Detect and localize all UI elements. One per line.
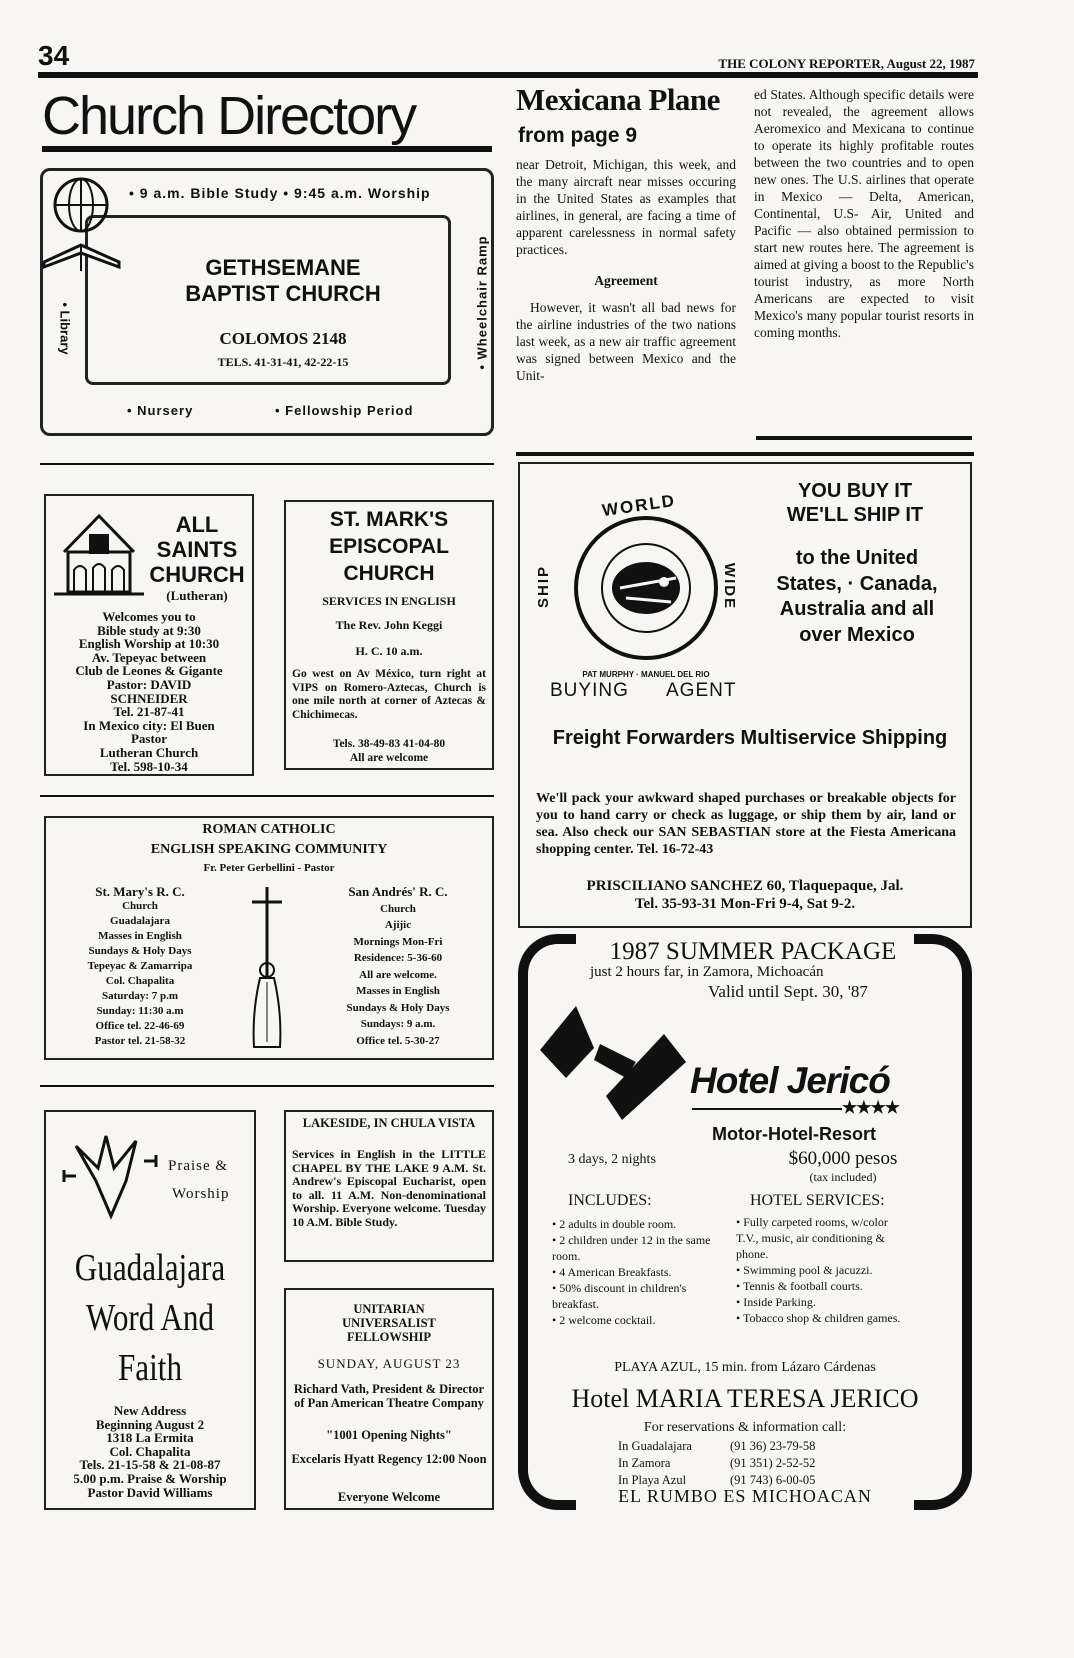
section-rule-3: [40, 1085, 494, 1087]
hotel-service-item: • Fully carpeted rooms, w/color T.V., music, air conditioning & phone.: [736, 1215, 888, 1261]
unitarian-line-1: Richard Vath, President & Director of Pan American Theatre Company: [293, 1382, 485, 1410]
rc-left-line: Masses in English: [98, 930, 182, 942]
praise-line: Pastor David Williams: [87, 1484, 213, 1500]
hotel-include-item: • 50% discount in children's breakfast.: [552, 1281, 687, 1311]
rc-right-line: All are welcome.: [359, 968, 437, 981]
contact-city: In Playa Azul: [618, 1473, 687, 1487]
gethsemane-library: • Library: [57, 302, 73, 355]
rc-left-line: Col. Chapalita: [105, 975, 175, 987]
hotel-include-item: • 2 children under 12 in the same room.: [552, 1233, 711, 1263]
hotel-jerico-logo-icon: [536, 1000, 696, 1130]
praise-line: Tels. 21-15-58 & 21-08-87: [79, 1457, 221, 1473]
praise-line: 1318 La Ermita: [106, 1430, 194, 1446]
hotel-contact-row: [618, 1455, 878, 1472]
section-rule-1: [40, 463, 494, 465]
rc-subtitle: ENGLISH SPEAKING COMMUNITY: [150, 842, 388, 857]
shipping-ring-text: PAT MURPHY · MANUEL DEL RIO: [582, 670, 710, 679]
roman-catholic-ad: [44, 816, 494, 1060]
header-rule: [38, 72, 978, 78]
rc-left-line: Sunday: 11:30 a.m: [96, 1005, 184, 1017]
gethsemane-name-2: BAPTIST CHURCH: [185, 281, 381, 306]
shipping-address: PRISCILIANO SANCHEZ 60, Tlaquepaque, Jal.: [586, 878, 904, 894]
hotel-include-item: • 2 adults in double room.: [552, 1217, 677, 1231]
all-saints-line: Welcomes you to: [102, 609, 196, 624]
st-marks-name-1: ST. MARK'S: [329, 508, 449, 531]
gethsemane-phones: TELS. 41-31-41, 42-22-15: [217, 355, 349, 369]
unitarian-date: SUNDAY, AUGUST 23: [317, 1356, 461, 1371]
rc-left-line: St. Mary's R. C.: [95, 884, 185, 899]
contact-city: In Guadalajara: [618, 1439, 692, 1453]
praise-title-1: Guadalajara: [74, 1247, 226, 1289]
contact-phone: (91 351) 2-52-52: [730, 1456, 816, 1470]
rc-left: [54, 884, 226, 1049]
rc-left-line: Church: [122, 900, 158, 912]
praise-small-2: Worship: [172, 1186, 230, 1202]
all-saints-line: Lutheran Church: [99, 744, 199, 760]
article-col1-p2: However, it wasn't all bad news for the airline industries of the two nations last week, as a new air traffic agreement was signed between Mexico and the Unit-: [516, 300, 736, 383]
hotel-tax: (tax included): [809, 1170, 877, 1184]
all-saints-line: Club de Leones & Gigante: [75, 663, 223, 679]
hotel-services: [736, 1214, 908, 1326]
saint-with-cross-icon: [242, 882, 292, 1052]
shipping-destinations: to the United States, · Canada, Australia and all over Mexico: [776, 547, 938, 646]
article-title: Mexicana Plane: [516, 82, 720, 117]
hotel-maria-teresa: Hotel MARIA TERESA JERICO: [571, 1384, 919, 1413]
all-saints-name-2: SAINTS: [156, 537, 238, 562]
all-saints-line: Pastor: [130, 731, 168, 747]
hotel-services-title: HOTEL SERVICES:: [750, 1192, 885, 1209]
shipping-headline-2: WE'LL SHIP IT: [786, 504, 924, 526]
rc-left-line: Pastor tel. 21-58-32: [94, 1035, 186, 1047]
praise-title-2: Word And: [85, 1297, 215, 1339]
rc-left-line: Office tel. 22-46-69: [95, 1020, 185, 1032]
hotel-includes: [552, 1216, 712, 1328]
all-saints-line: Pastor: DAVID: [106, 676, 192, 692]
praise-lines: [46, 1404, 254, 1499]
rc-title: ROMAN CATHOLIC: [202, 822, 336, 837]
st-marks-welcome: All are welcome: [349, 752, 429, 764]
hotel-slogan: EL RUMBO ES MICHOACAN: [618, 1486, 872, 1506]
hotel-reservations: For reservations & information call:: [643, 1420, 847, 1435]
gethsemane-nursery: • Nursery: [127, 403, 194, 418]
shipping-badge-right: WIDE: [721, 562, 739, 611]
dove-icon: [56, 1126, 166, 1226]
rc-left-line: Guadalajara: [110, 915, 170, 927]
contact-city: In Zamora: [618, 1456, 671, 1470]
praise-title-3: Faith: [117, 1347, 183, 1389]
rc-right-line: Mornings Mon-Fri: [353, 935, 443, 948]
church-building-icon: [54, 512, 144, 596]
shipping-buying: BUYING: [550, 680, 629, 701]
hotel-service-item: • Tobacco shop & children games.: [736, 1311, 901, 1325]
rc-pastor: Fr. Peter Gerbellini - Pastor: [203, 862, 335, 874]
shipping-ad: [518, 462, 972, 928]
directory-title: Church Directory: [42, 86, 416, 146]
all-saints-line: In Mexico city: El Buen: [83, 717, 215, 733]
hotel-package: 1987 SUMMER PACKAGE: [609, 938, 897, 965]
hotel-type: Motor-Hotel-Resort: [712, 1124, 876, 1144]
unitarian-line-3: Excelaris Hyatt Regency 12:00 Noon: [291, 1452, 487, 1466]
praise-worship-ad: [44, 1110, 256, 1510]
rc-right-line: Sundays & Holy Days: [346, 1001, 450, 1014]
gethsemane-top-line: • 9 a.m. Bible Study • 9:45 a.m. Worship: [129, 185, 431, 201]
shipping-badge-left: SHIP: [535, 564, 553, 609]
hotel-contact-row: [618, 1438, 878, 1455]
hotel-name: Hotel Jericó: [690, 1060, 890, 1101]
all-saints-line: Bible study at 9:30: [97, 622, 201, 638]
st-marks-ad: [284, 500, 494, 770]
praise-line: 5.00 p.m. Praise & Worship: [73, 1470, 227, 1486]
hotel-ad: [518, 934, 972, 1510]
st-marks-tels: Tels. 38-49-83 41-04-80: [332, 738, 446, 750]
directory-title-rule: [42, 146, 492, 152]
hotel-include-item: • 4 American Breakfasts.: [552, 1265, 672, 1279]
st-marks-services: SERVICES IN ENGLISH: [322, 594, 456, 608]
hotel-name-rule: [692, 1108, 842, 1110]
praise-line: Col. Chapalita: [109, 1443, 191, 1459]
all-saints-ad: [44, 494, 254, 776]
all-saints-line: Tel. 598-10-34: [110, 758, 188, 774]
hotel-price: $60,000 pesos: [788, 1148, 898, 1169]
article-col1: [516, 156, 736, 384]
rc-right-line: Office tel. 5-30-27: [356, 1034, 440, 1047]
rc-right: [308, 884, 488, 1049]
all-saints-line: Tel. 21-87-41: [113, 704, 185, 720]
st-marks-name-3: CHURCH: [343, 562, 435, 585]
gethsemane-ramp: • Wheelchair Ramp: [474, 235, 490, 370]
rc-left-line: Tepeyac & Zamarripa: [87, 960, 193, 972]
shipping-headline-1: YOU BUY IT: [797, 480, 913, 502]
unitarian-ad: [284, 1288, 494, 1510]
contact-phone: (91 743) 6-00-05: [730, 1473, 816, 1487]
unitarian-line-2: "1001 Opening Nights": [326, 1428, 452, 1442]
hotel-service-item: • Tennis & football courts.: [736, 1279, 863, 1293]
all-saints-lines: [48, 610, 250, 773]
article-col2: [754, 86, 974, 341]
hotel-contacts: [618, 1438, 878, 1489]
gethsemane-ad: [40, 168, 494, 436]
hotel-nights: 3 days, 2 nights: [568, 1152, 656, 1167]
lakeside-body: Services in English in the LITTLE CHAPEL BY THE LAKE 9 A.M. St. Andrew's Episcopal Eucharist, open to all. 11 A.M. Non-denominational Worship. Everyone welcome. Tuesday 10 A.M. Bible Study.: [292, 1147, 486, 1229]
shipping-freight: Freight Forwarders Multiservice Shipping: [552, 727, 948, 749]
publication-line: THE COLONY REPORTER, August 22, 1987: [718, 56, 975, 71]
unitarian-line-4: Everyone Welcome: [337, 1490, 441, 1504]
shipping-top-rule: [516, 452, 974, 456]
gethsemane-fellowship: • Fellowship Period: [275, 403, 414, 418]
gethsemane-name-1: GETHSEMANE: [205, 255, 361, 280]
st-marks-name-2: EPISCOPAL: [329, 535, 449, 558]
rc-right-line: Sundays: 9 a.m.: [360, 1018, 436, 1030]
article-subtitle: from page 9: [518, 124, 638, 147]
praise-line: New Address: [113, 1403, 187, 1418]
section-rule-2: [40, 795, 494, 797]
praise-small-1: Praise &: [168, 1158, 229, 1174]
rc-left-line: Saturday: 7 p.m: [101, 990, 179, 1002]
article-col1-p1: near Detroit, Michigan, this week, and the many aircraft near misses occuring in the United States as examples that airlines, in general, are facing a time of apparent carelessness in normal safety practices.: [516, 157, 736, 257]
all-saints-line: Av. Tepeyac between: [91, 649, 207, 665]
shipping-body: We'll pack your awkward shaped purchases or breakable objects for you to hand carry or check as luggage, or ship them by air, land or sea. Also check our SAN SEBASTIAN store at the Fiesta Americana shopping center. Tel. 16-72-43: [536, 791, 956, 857]
praise-line: Beginning August 2: [95, 1416, 205, 1432]
all-saints-name-1: ALL: [175, 512, 219, 537]
hotel-tagline: just 2 hours far, in Zamora, Michoacán: [590, 964, 824, 980]
hotel-valid: Valid until Sept. 30, '87: [708, 982, 868, 1001]
st-marks-directions: Go west on Av México, turn right at VIPS on Romero-Aztecas, Church is one mile north at corner of Aztecas & Chichimecas.: [292, 668, 486, 721]
all-saints-name-3: CHURCH: [149, 562, 245, 587]
shipping-badge-top: WORLD: [600, 490, 678, 521]
shipping-agent: AGENT: [666, 680, 737, 701]
unitarian-title: UNITARIAN UNIVERSALIST FELLOWSHIP: [342, 1302, 436, 1344]
rc-left-line: Sundays & Holy Days: [88, 945, 192, 957]
all-saints-line: English Worship at 10:30: [78, 636, 220, 652]
article-heading: Agreement: [594, 273, 658, 288]
st-marks-rev: The Rev. John Keggi: [335, 618, 443, 632]
rc-right-line: Masses in English: [356, 985, 440, 997]
all-saints-line: SCHNEIDER: [110, 690, 188, 706]
hotel-includes-title: INCLUDES:: [568, 1192, 652, 1209]
page-number: 34: [38, 40, 70, 71]
rc-right-line: San Andrés' R. C.: [348, 884, 448, 899]
hotel-include-item: • 2 welcome cocktail.: [552, 1313, 656, 1327]
rc-right-line: Ajijic: [384, 919, 412, 931]
contact-phone: (91 36) 23-79-58: [730, 1439, 816, 1453]
hotel-service-item: • Swimming pool & jacuzzi.: [736, 1263, 873, 1277]
hotel-stars: ★★★★: [842, 1098, 899, 1117]
hotel-playa: PLAYA AZUL, 15 min. from Lázaro Cárdenas: [614, 1360, 876, 1375]
lakeside-ad: [284, 1110, 494, 1262]
article-col2-p1: ed States. Although specific details were not revealed, the agreement allows Aeromexico and Mexicana to continue to operate its highly profitable routes between the two countries and to open new ones. The U.S. airlines that operate in Mexico — Delta, American, Continental, U.S- Air, United and Pacific — also obtained permission to start new routes here. The agreement is aimed at giving a boost to the Republic's tourist industry, as more North Americans are expected to visit Mexico's many popular tourist resorts in coming months.: [754, 87, 974, 340]
rc-right-line: Residence: 5-36-60: [353, 952, 443, 964]
hotel-service-item: • Inside Parking.: [736, 1295, 816, 1309]
lakeside-title: LAKESIDE, IN CHULA VISTA: [302, 1116, 476, 1130]
globe-bible-icon: [39, 167, 129, 277]
shipping-hours: Tel. 35-93-31 Mon-Fri 9-4, Sat 9-2.: [634, 896, 856, 912]
rc-right-line: Church: [380, 902, 416, 915]
all-saints-denomination: (Lutheran): [166, 588, 228, 603]
st-marks-hc: H. C. 10 a.m.: [355, 644, 423, 658]
gethsemane-address: COLOMOS 2148: [219, 329, 347, 348]
article-bottom-rule: [756, 436, 972, 440]
